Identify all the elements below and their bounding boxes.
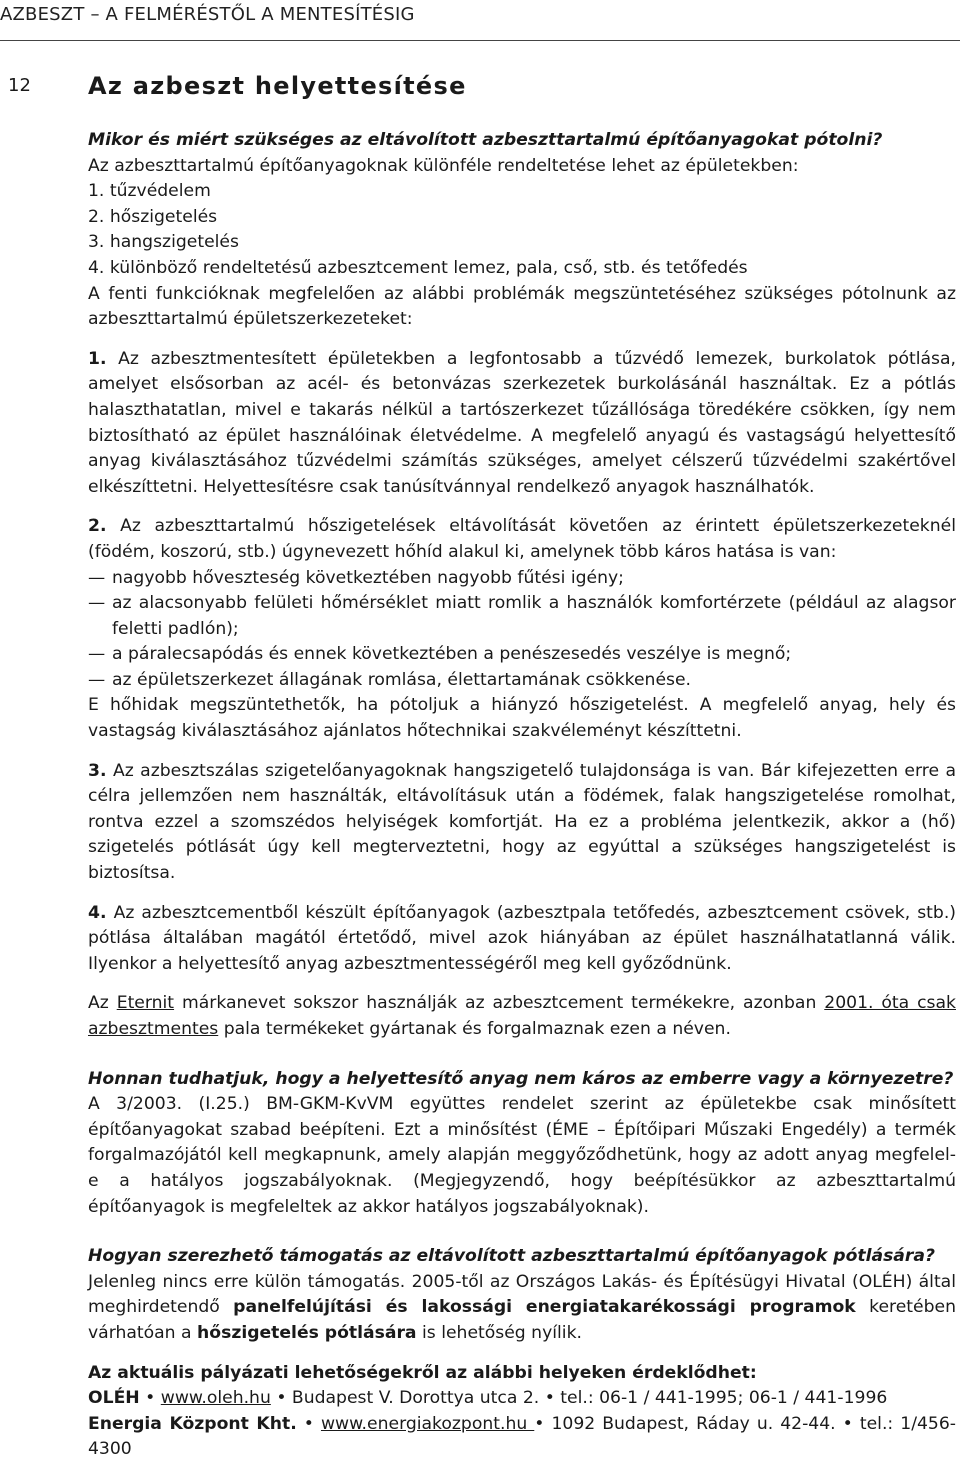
program-name: panelfelújítási és lakossági energiatakarékossági programok bbox=[233, 1297, 856, 1318]
point-number: 3. bbox=[88, 760, 107, 781]
eternit-paragraph bbox=[88, 991, 956, 1042]
header-rule bbox=[0, 40, 960, 41]
since-2001-term: 2001. óta csak azbesztmentes bbox=[88, 993, 956, 1039]
eternit-term: Eternit bbox=[116, 993, 175, 1014]
list-item: 1. tűzvédelem bbox=[88, 181, 211, 202]
outro-paragraph: A fenti funkcióknak megfelelően az alábbi problémák megszüntetéséhez szükséges pótolnunk az azbeszttartalmú épületszerkezeteket: bbox=[88, 283, 956, 330]
energia-link[interactable]: www.energiakozpont.hu bbox=[320, 1413, 535, 1434]
question-3: Hogyan szerezhető támogatás az eltávolított azbeszttartalmú építőanyagok pótlására? bbox=[88, 1246, 935, 1267]
text-run: pala termékeket gyártanak és forgalmaznak ezen a néven. bbox=[218, 1019, 731, 1039]
list-item: — az épületszerkezet állagának romlása, élettartamának csökkenése. bbox=[88, 668, 956, 694]
running-head: AZBESZT – A FELMÉRÉSTŐL A MENTESÍTÉSIG bbox=[0, 4, 415, 25]
effects-list bbox=[88, 566, 956, 694]
point-text: Az azbeszttartalmú hőszigetelések eltávolítását követően az érintett épületszerkezeteknél (födém, koszorú, stb.) úgynevezett hőhíd alakul ki, amelynek több káros hatása is van: bbox=[88, 516, 956, 562]
point-text: Az azbesztcementből készült építőanyagok (azbesztpala tetőfedés, azbesztcement csövek, stb.) pótlása általában magától értetődő, mivel azok hiányában az épület használhatatlanná válik. Ilyenkor a helyettesítő anyag azbesztmentességéről meg kell győződnünk. bbox=[88, 902, 956, 974]
oleh-name: OLÉH bbox=[88, 1388, 140, 1409]
point-3-paragraph bbox=[88, 759, 956, 887]
list-item: 4. különböző rendeltetésű azbesztcement lemez, pala, cső, stb. és tetőfedés bbox=[88, 257, 748, 278]
point-2-after: E hőhidak megszüntethetők, ha pótoljuk a hiányzó hőszigetelést. A megfelelő anyag, hely és vastagság kiválasztásához ajánlatos hőtechnikai szakvéleményt készíttetni. bbox=[88, 695, 956, 742]
regulation-paragraph: A 3/2003. (I.25.) BM-GKM-KvVM együttes rendelet szerint az épületekbe csak minősített építőanyagokat szabad beépíteni. Ezt a minősítést (ÉME – Építőipari Műszaki Engedély) a termék forgalmazójától kell megkapnunk, amely alapján meggyőződhetünk, hogy az adott anyag megfelel-e a hatályos jogszabályoknak. (Megjegyzendő, hogy beépítésükkor az azbeszttartalmú építőanyagok is megfeleltek az akkor hatályos jogszabályoknak). bbox=[88, 1094, 956, 1217]
point-text: Az azbesztmentesített épületekben a legfontosabb a tűzvédő lemezek, burkolatok pótlása, amelyet elsősorban az acél- és betonvázas szerkezetek burkolásánál használtak. Ez a pótlás halaszthatatlan, mivel e takarás nélkül a tartószerkezet tűzállósága töredékére csökken, így nem biztosítható az épület használóinak életvédelme. A megfelelő anyagú és vastagságú helyettesítő anyag kiválasztásához tűzvédelmi számítás szükséges, amelyet célszerű tűzvédelmi szakértővel elkészíttetni. Helyettesítésre csak tanúsítvánnyal rendelkező anyagok használhatók. bbox=[88, 348, 956, 497]
text-run: márkanevet sokszor használják az azbesztcement termékekre, azonban bbox=[174, 993, 825, 1014]
point-number: 4. bbox=[88, 902, 107, 923]
article-body bbox=[88, 128, 956, 1463]
insulation-phrase: hőszigetelés pótlására bbox=[197, 1322, 417, 1343]
contacts-heading bbox=[88, 1361, 956, 1387]
point-4-paragraph bbox=[88, 901, 956, 978]
oleh-link[interactable]: www.oleh.hu bbox=[160, 1388, 271, 1409]
support-paragraph bbox=[88, 1270, 956, 1347]
text-run: Jelenleg nincs erre külön támogatás. 2005-től az Országos Lakás- és Építésügyi Hivatal (OLÉH) által meghirdetendő bbox=[88, 1271, 956, 1318]
energia-contact: Energia Központ Kht. • www.energiakozpont.hu • 1092 Budapest, Ráday u. 42-44. • tel.: 1/456-4300 bbox=[88, 1413, 956, 1460]
question-1: Mikor és miért szükséges az eltávolított azbeszttartalmú építőanyagokat pótolni? bbox=[88, 130, 883, 150]
point-number: 1. bbox=[88, 348, 107, 369]
energia-name: Energia Központ Kht. bbox=[88, 1413, 297, 1434]
point-1-paragraph bbox=[88, 347, 956, 501]
page-title: Az azbeszt helyettesítése bbox=[88, 72, 467, 100]
point-number: 2. bbox=[88, 516, 107, 537]
list-item: — a páralecsapódás és ennek következtében a penészesedés veszélye is megnő; bbox=[88, 642, 956, 668]
list-item: — az alacsonyabb felületi hőmérséklet miatt romlik a használók komfortérzete (például az alagsor feletti padlón); bbox=[88, 591, 956, 642]
point-text: Az azbesztszálas szigetelőanyagoknak hangszigetelő tulajdonsága is van. Bár kifejezetten erre a célra jellemzően nem használták, eltávolításuk után a födémek, falak hangszigetelése romolhat, rontva ezzel a szomszédos helyiségek komfortját. Ha ez a probléma jelentkezik, akkor a (hő) szigetelés pótlását úgy kell megterveztetni, hogy az egyúttal a szükséges hangszigetelést is biztosítsa. bbox=[88, 760, 956, 884]
list-item: 2. hőszigetelés bbox=[88, 206, 218, 227]
contacts-heading-text: Az aktuális pályázati lehetőségekről az alábbi helyeken érdeklődhet: bbox=[88, 1362, 757, 1383]
text-run: is lehetőség nyílik. bbox=[416, 1322, 582, 1343]
intro-paragraph: Az azbeszttartalmú építőanyagoknak különféle rendeltetése lehet az épületekben: bbox=[88, 155, 799, 176]
question-2: Honnan tudhatjuk, hogy a helyettesítő anyag nem káros az emberre vagy a környezetre? bbox=[88, 1068, 954, 1089]
list-item: 3. hangszigetelés bbox=[88, 232, 239, 253]
energia-details: • 1092 Budapest, Ráday u. 42-44. • tel.: 1/456-4300 bbox=[88, 1413, 956, 1460]
list-item: — nagyobb hőveszteség következtében nagyobb fűtési igény; bbox=[88, 566, 956, 592]
point-2-paragraph bbox=[88, 514, 956, 565]
function-list bbox=[88, 179, 956, 281]
oleh-details: • Budapest V. Dorottya utca 2. • tel.: 06-1 / 441-1995; 06-1 / 441-1996 bbox=[270, 1388, 888, 1409]
text-run: Az bbox=[88, 993, 117, 1014]
oleh-contact: OLÉH • www.oleh.hu • Budapest V. Dorottya utca 2. • tel.: 06-1 / 441-1995; 06-1 / 441-1996 bbox=[88, 1388, 888, 1409]
page-number: 12 bbox=[8, 75, 31, 96]
text-run: keretében várhatóan a bbox=[88, 1297, 956, 1343]
